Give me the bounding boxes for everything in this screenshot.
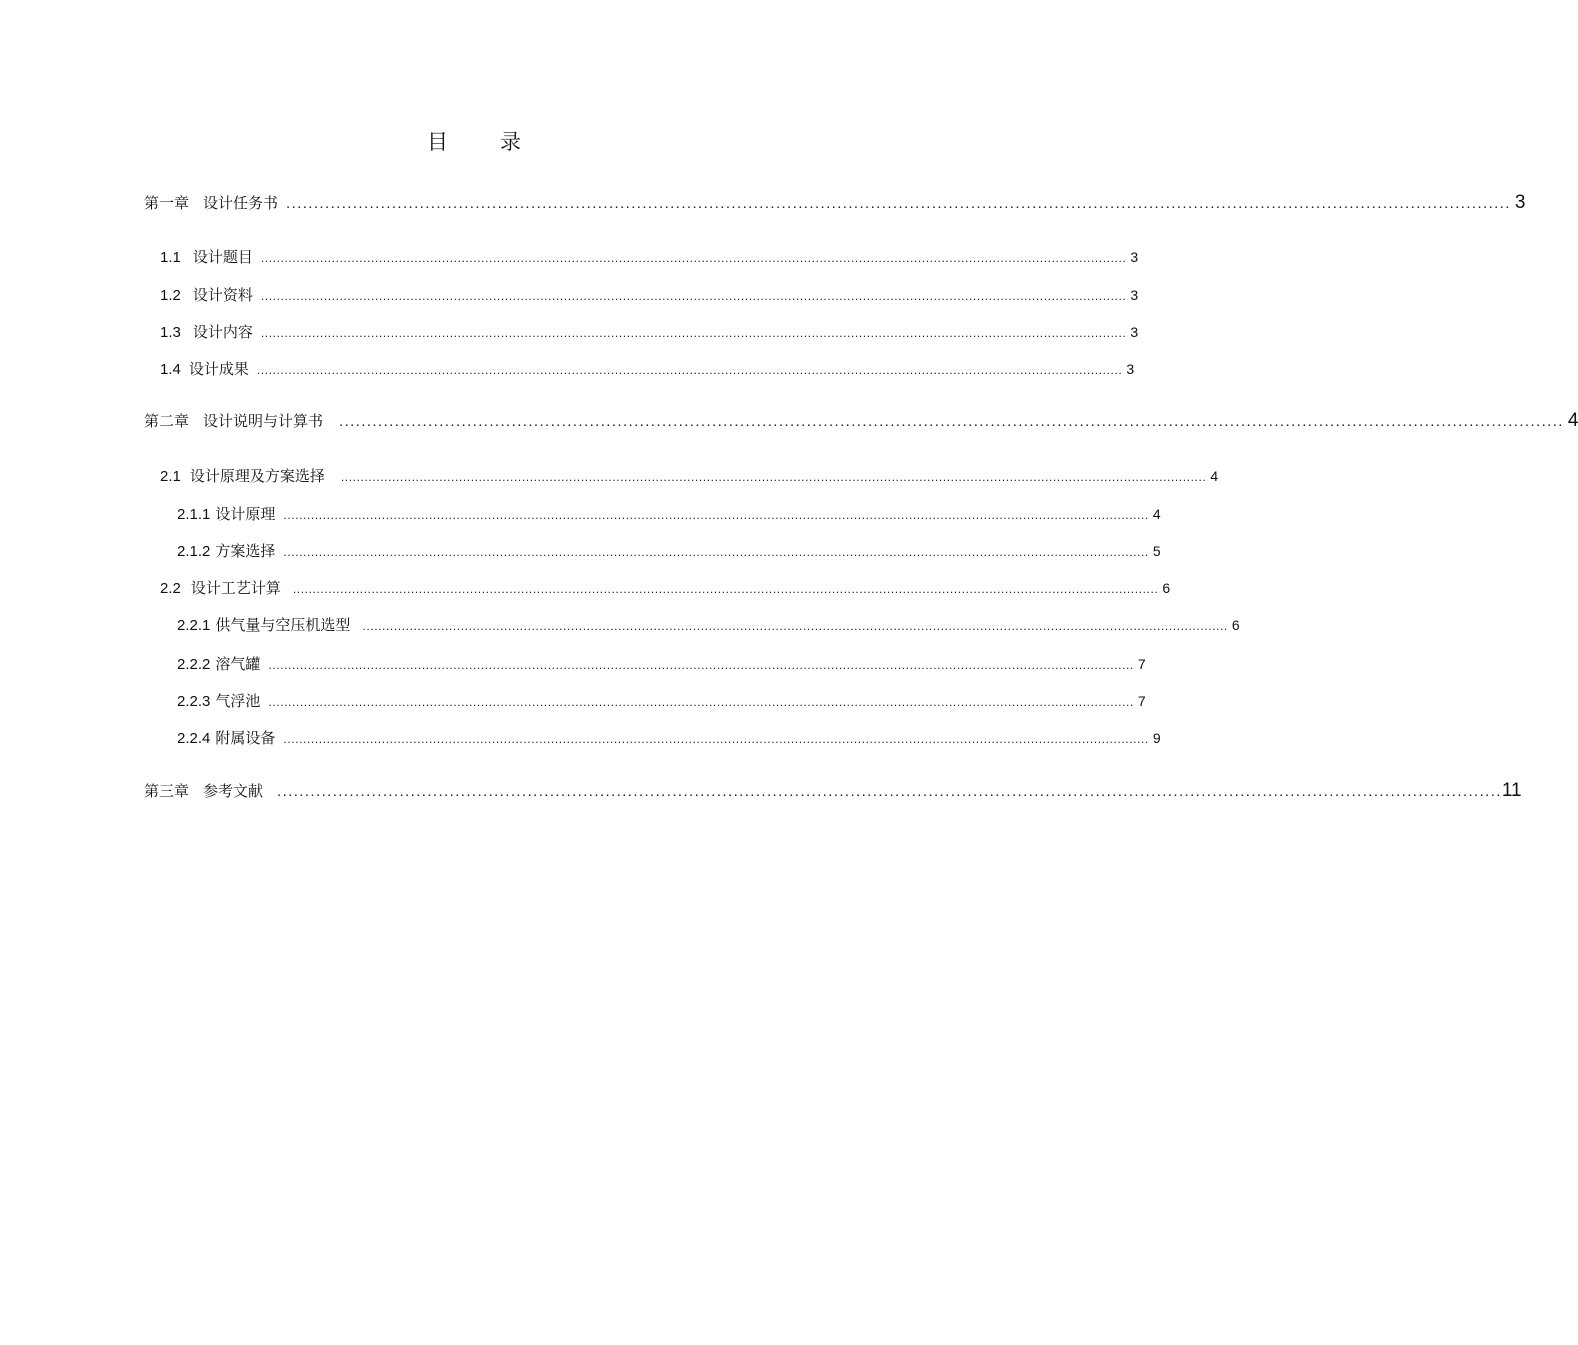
toc-entry-page: 6: [1231, 617, 1240, 633]
title-char-1: 目: [427, 130, 450, 154]
toc-entry-number: 第一章: [144, 194, 190, 212]
toc-entry-number: 2.2: [160, 580, 181, 597]
toc-entry-label: 设计工艺计算: [190, 579, 281, 597]
toc-dot-leader: ............................................................................................................................................................................................................................: [283, 732, 1149, 746]
toc-entry-number: 1.4: [160, 361, 181, 378]
toc-entry-1-2[interactable]: [160, 284, 1139, 305]
toc-dot-leader: ............................................................................................................................................................................................................................: [256, 363, 1123, 377]
toc-entry-page: 4: [1567, 410, 1578, 431]
toc-entry-page: 7: [1137, 656, 1146, 672]
toc-dot-leader: ............................................................................................................................................................................................................................: [292, 582, 1159, 596]
toc-dot-leader: ............................................................................................................................................................................................................................: [340, 470, 1207, 484]
toc-dot-leader: ............................................................................................................................................................................................................................: [362, 619, 1228, 633]
toc-entry-number: 2.2.1: [177, 617, 211, 634]
toc-entry-number: 2.2.4: [177, 730, 211, 747]
toc-entry-chapter-1[interactable]: [144, 192, 1526, 214]
toc-entry-label: 溶气罐: [215, 655, 261, 673]
toc-entry-1-1[interactable]: [160, 246, 1139, 267]
toc-entry-number: 1.1: [160, 249, 181, 266]
toc-entry-number: 1.2: [160, 287, 181, 304]
toc-dot-leader: ............................................................................................................................................................................................................................: [268, 695, 1134, 709]
toc-dot-leader: ............................................................................................................................................................................................................................: [283, 545, 1149, 559]
toc-entry-number: 1.3: [160, 324, 181, 341]
toc-entry-number: 2.1.2: [177, 543, 211, 560]
toc-entry-label: 设计原理及方案选择: [189, 467, 325, 485]
toc-entry-number: 2.1: [160, 468, 181, 485]
toc-entry-label: 供气量与空压机选型: [215, 616, 351, 634]
toc-entry-page: 3: [1130, 324, 1139, 340]
toc-entry-page: 4: [1152, 506, 1161, 522]
toc-entry-label: 设计题目: [192, 248, 253, 266]
toc-entry-number: 2.2.3: [177, 693, 211, 710]
toc-entry-label: 气浮池: [215, 692, 261, 710]
toc-entry-number: 2.2.2: [177, 656, 211, 673]
toc-entry-chapter-2[interactable]: [144, 410, 1578, 432]
toc-entry-page: 3: [1514, 192, 1526, 213]
toc-entry-label: 设计资料: [192, 286, 253, 304]
toc-entry-label: 参考文献: [203, 782, 264, 800]
toc-entry-page: 6: [1162, 580, 1171, 596]
toc-entry-label: 方案选择: [215, 542, 276, 560]
toc-entry-2-2-3[interactable]: [177, 690, 1146, 711]
toc-entry-label: 附属设备: [215, 729, 276, 747]
toc-entry-number: 第三章: [144, 782, 190, 800]
toc-entry-page: 7: [1137, 693, 1146, 709]
title-char-2: 录: [500, 130, 523, 154]
toc-dot-leader: ............................................................................................................................................................................................................................: [339, 413, 1564, 430]
toc-entry-label: 设计内容: [192, 323, 253, 341]
toc-entry-label: 设计原理: [215, 505, 276, 523]
toc-entry-page: 3: [1126, 361, 1135, 377]
toc-entry-2-2-2[interactable]: [177, 653, 1146, 674]
toc-entry-page: 11: [1501, 780, 1522, 801]
toc-entry-page: 9: [1152, 730, 1161, 746]
toc-entry-number: 2.1.1: [177, 506, 211, 523]
toc-entry-1-4[interactable]: [160, 358, 1135, 379]
toc-dot-leader: ............................................................................................................................................................................................................................: [268, 658, 1134, 672]
toc-entry-page: 3: [1130, 287, 1139, 303]
toc-entry-label: 设计成果: [188, 360, 249, 378]
toc-entry-1-3[interactable]: [160, 321, 1139, 342]
toc-entry-page: 4: [1210, 468, 1219, 484]
toc-entry-page: 3: [1130, 249, 1139, 265]
toc-entry-2-1-1[interactable]: [177, 503, 1161, 524]
toc-dot-leader: ............................................................................................................................................................................................................................: [277, 783, 1502, 800]
toc-dot-leader: ............................................................................................................................................................................................................................: [260, 326, 1127, 340]
page-title: [0, 126, 950, 156]
toc-entry-2-1-2[interactable]: [177, 540, 1161, 561]
toc-entry-number: 第二章: [144, 412, 190, 430]
toc-entry-label: 设计任务书: [203, 194, 279, 212]
toc-entry-chapter-3[interactable]: [144, 780, 1522, 802]
toc-entry-2-2[interactable]: [160, 577, 1171, 598]
toc-entry-2-2-1[interactable]: [177, 614, 1240, 635]
toc-dot-leader: ............................................................................................................................................................................................................................: [286, 195, 1511, 212]
toc-entry-label: 设计说明与计算书: [203, 412, 324, 430]
toc-entry-page: 5: [1152, 543, 1161, 559]
toc-entry-2-2-4[interactable]: [177, 727, 1161, 748]
toc-dot-leader: ............................................................................................................................................................................................................................: [260, 251, 1127, 265]
toc-entry-2-1[interactable]: [160, 465, 1219, 486]
toc-dot-leader: ............................................................................................................................................................................................................................: [260, 289, 1127, 303]
toc-dot-leader: ............................................................................................................................................................................................................................: [283, 508, 1149, 522]
